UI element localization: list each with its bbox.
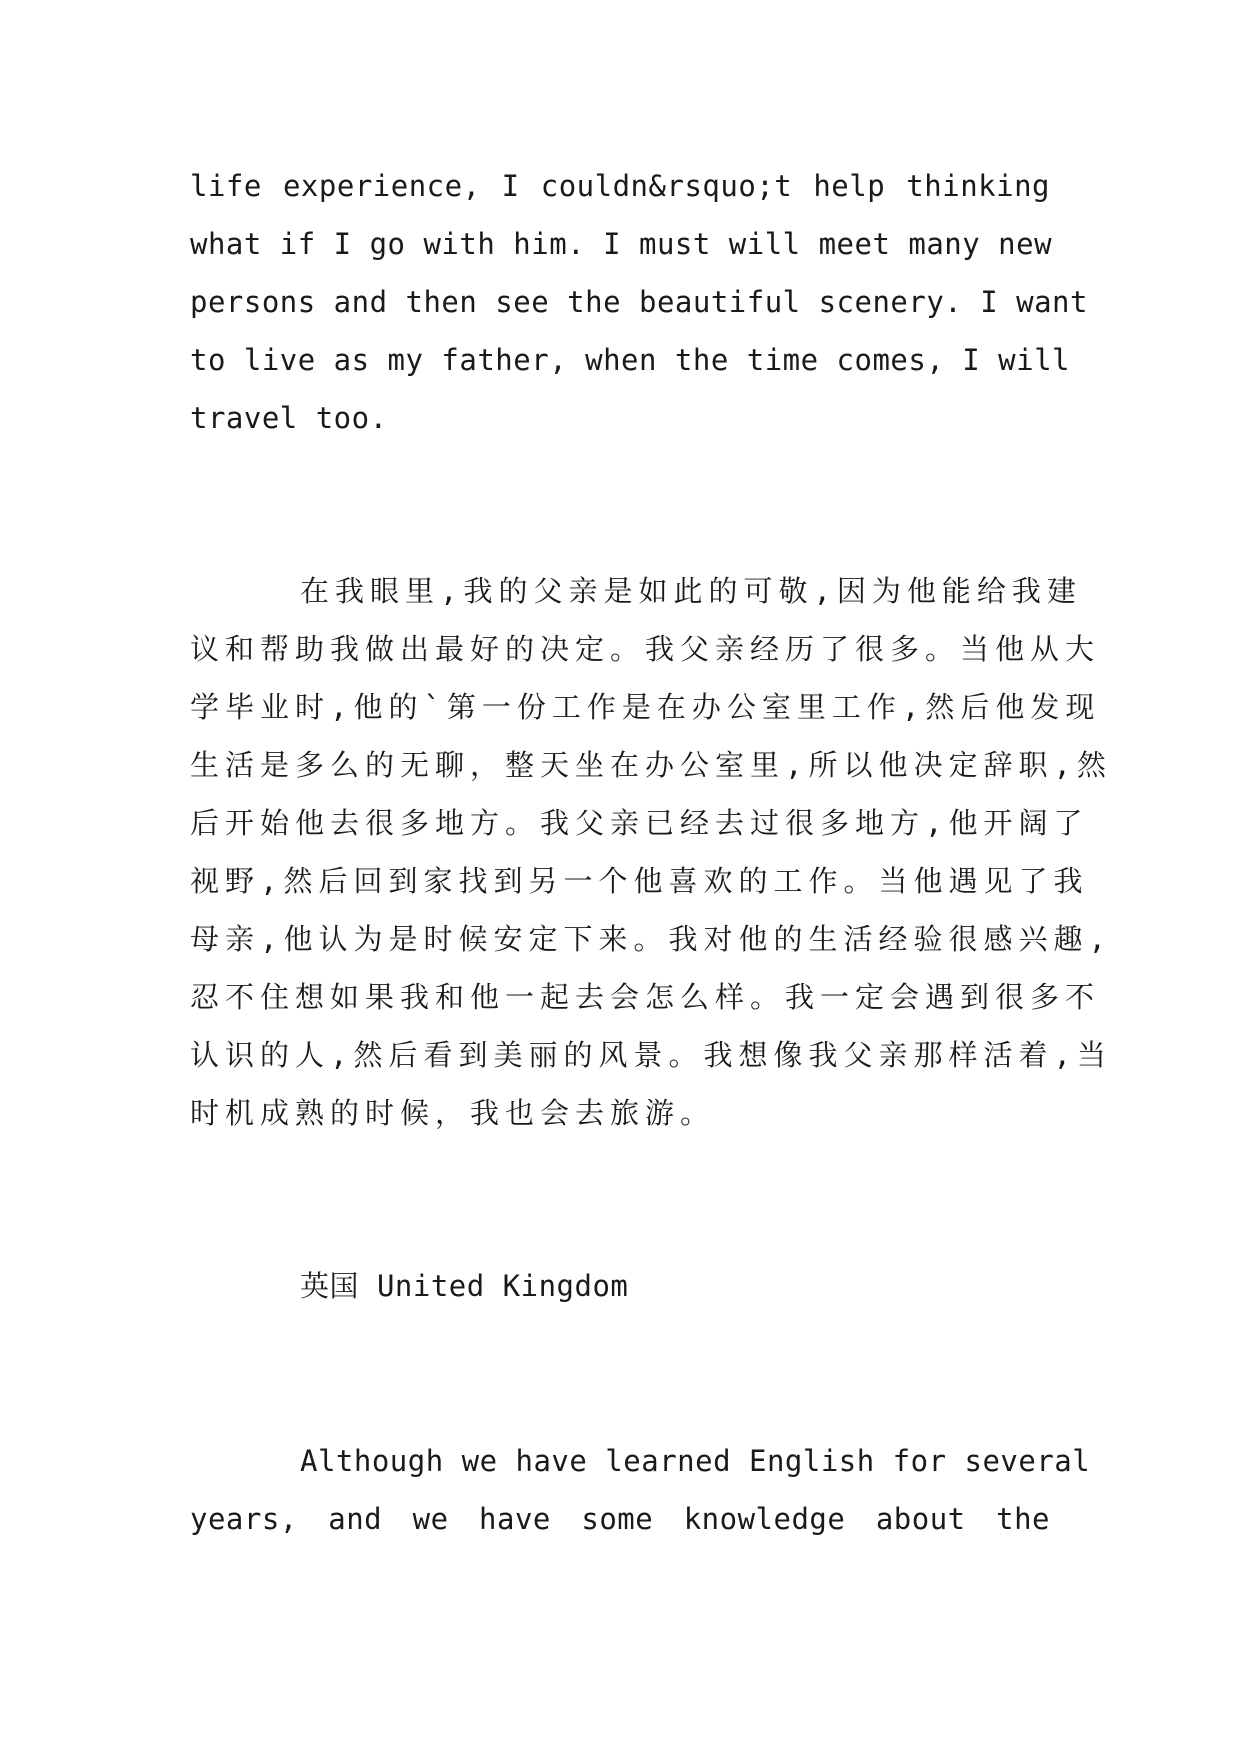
text-line: 认识的人,然后看到美丽的风景。我想像我父亲那样活着,当 — [190, 1038, 1112, 1072]
text-line: 在我眼里,我的父亲是如此的可敬,因为他能给我建 — [300, 574, 1082, 608]
text-line: persons and then see the beautiful scenery. I want — [190, 285, 1088, 319]
section-heading — [190, 1257, 1050, 1315]
text-line: 议和帮助我做出最好的决定。我父亲经历了很多。当他从大 — [190, 632, 1101, 666]
english-paragraph-uk — [190, 1432, 1091, 1548]
text-line: years, and we have some knowledge about the — [190, 1502, 1050, 1536]
chinese-paragraph — [190, 562, 1112, 1142]
text-line: what if I go with him. I must will meet many new — [190, 227, 1053, 261]
text-line: to live as my father, when the time comes, I will — [190, 343, 1071, 377]
heading-text: 英国 United Kingdom — [300, 1269, 629, 1303]
text-line: 忍不住想如果我和他一起去会怎么样。我一定会遇到很多不 — [190, 980, 1101, 1014]
text-line: 后开始他去很多地方。我父亲已经去过很多地方,他开阔了 — [190, 806, 1089, 840]
text-line: 生活是多么的无聊，整天坐在办公室里,所以他决定辞职,然 — [190, 748, 1112, 782]
text-line: 时机成熟的时候，我也会去旅游。 — [190, 1096, 716, 1130]
text-line: 学毕业时,他的`第一份工作是在办公室里工作,然后他发现 — [190, 690, 1101, 724]
text-line: Although we have learned English for several — [300, 1444, 1091, 1478]
text-line: life experience, I couldn&rsquo;t help thinking — [190, 169, 1050, 203]
english-paragraph-continued — [190, 157, 1088, 447]
text-line: 视野,然后回到家找到另一个他喜欢的工作。当他遇见了我 — [190, 864, 1089, 898]
text-line: travel too. — [190, 401, 388, 435]
text-line: 母亲,他认为是时候安定下来。我对他的生活经验很感兴趣, — [190, 922, 1112, 956]
